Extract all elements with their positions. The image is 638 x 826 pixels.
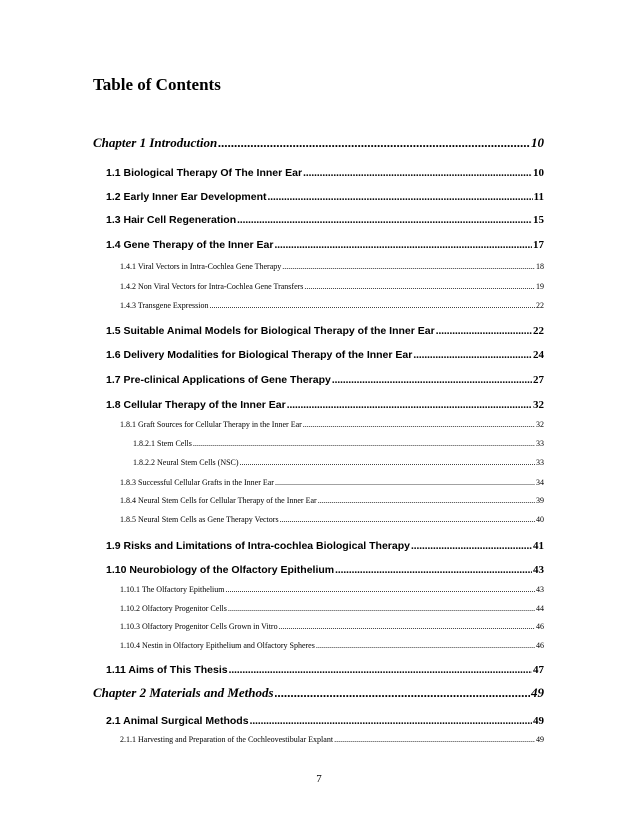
toc-entry[interactable]	[106, 665, 544, 676]
toc-entry-page-number: 40	[536, 515, 544, 524]
toc-entry-label: 1.4.3 Transgene Expression	[120, 301, 209, 310]
toc-entry[interactable]	[120, 642, 544, 650]
toc-entry-label: 1.10.1 The Olfactory Epithelium	[120, 585, 225, 594]
toc-entry-page-number: 27	[533, 374, 544, 386]
dot-leader	[193, 440, 535, 448]
toc-entry[interactable]	[120, 605, 544, 613]
dot-leader	[411, 541, 532, 552]
toc-entry-label: 1.8.2.1 Stem Cells	[133, 439, 192, 448]
dot-leader	[228, 605, 535, 613]
toc-entry[interactable]	[106, 350, 544, 361]
toc-entry-label: 2.1 Animal Surgical Methods	[106, 715, 249, 727]
dot-leader	[304, 283, 535, 291]
dot-leader	[334, 736, 535, 744]
toc-entry[interactable]	[120, 497, 544, 505]
toc-entry-label: 1.10 Neurobiology of the Olfactory Epithelium	[106, 564, 335, 576]
toc-entry[interactable]	[106, 716, 544, 727]
toc-entry-label: 1.10.2 Olfactory Progenitor Cells	[120, 604, 227, 613]
toc-entry[interactable]	[133, 440, 544, 448]
toc-entry-page-number: 49	[531, 685, 544, 700]
toc-entry-label: 1.1 Biological Therapy Of The Inner Ear	[106, 167, 303, 179]
toc-entry[interactable]	[120, 283, 544, 291]
toc-entry[interactable]	[106, 240, 544, 251]
toc-entry-label: 1.8.5 Neural Stem Cells as Gene Therapy Vectors	[120, 515, 279, 524]
toc-entry-page-number: 24	[533, 349, 544, 361]
toc-entry-label: 1.8 Cellular Therapy of the Inner Ear	[106, 399, 286, 411]
dot-leader	[282, 263, 535, 271]
toc-entry-label: 1.6 Delivery Modalities for Biological Therapy of the Inner Ear	[106, 349, 413, 361]
toc-entry-page-number: 22	[536, 301, 544, 310]
dot-leader	[318, 497, 535, 505]
dot-leader	[280, 516, 535, 524]
toc-entry[interactable]	[120, 479, 544, 487]
toc-entry-page-number: 43	[533, 564, 544, 576]
toc-entry-label: 1.10.3 Olfactory Progenitor Cells Grown in Vitro	[120, 622, 278, 631]
toc-entry-label: 1.4.1 Viral Vectors in Intra-Cochlea Gene Therapy	[120, 262, 282, 271]
footer-page-number: 7	[316, 773, 322, 785]
toc-entry-page-number: 11	[533, 191, 544, 203]
dot-leader	[229, 665, 532, 676]
dot-leader	[279, 623, 535, 631]
toc-entry-page-number: 15	[533, 214, 544, 226]
dot-leader	[275, 479, 535, 487]
toc-entry-label: 1.11 Aims of This Thesis	[106, 664, 228, 676]
dot-leader	[335, 565, 532, 576]
toc-entry[interactable]	[106, 168, 544, 179]
toc-entry-page-number: 17	[533, 239, 544, 251]
toc-entry-page-number: 41	[533, 540, 544, 552]
toc-entry[interactable]	[106, 192, 544, 203]
toc-entry-page-number: 49	[536, 735, 544, 744]
toc-entry-label: 1.8.3 Successful Cellular Grafts in the Inner Ear	[120, 478, 274, 487]
toc-entry-page-number: 22	[533, 325, 544, 337]
page-title: Table of Contents	[93, 75, 221, 94]
toc-entry-page-number: 46	[536, 641, 544, 650]
dot-leader	[413, 350, 532, 361]
toc-entry-page-number: 32	[533, 399, 544, 411]
toc-entry[interactable]	[120, 263, 544, 271]
toc-entry-label: Chapter 1 Introduction	[93, 135, 218, 150]
toc-entry[interactable]	[106, 541, 544, 552]
dot-leader	[209, 302, 535, 310]
toc-entry-label: 1.8.2.2 Neural Stem Cells (NSC)	[133, 458, 239, 467]
toc-entry[interactable]	[120, 516, 544, 524]
toc-entry[interactable]	[106, 215, 544, 226]
toc-entry-label: 1.4 Gene Therapy of the Inner Ear	[106, 239, 274, 251]
toc-entry-page-number: 47	[533, 664, 544, 676]
toc-entry-label: 1.3 Hair Cell Regeneration	[106, 214, 237, 226]
toc-entry-page-number: 10	[531, 135, 544, 150]
toc-entry-label: 1.9 Risks and Limitations of Intra-cochlea Biological Therapy	[106, 540, 410, 552]
toc-entry-page-number: 10	[533, 167, 544, 179]
toc-entry-label: 1.2 Early Inner Ear Development	[106, 191, 267, 203]
dot-leader	[303, 421, 535, 429]
dot-leader	[303, 168, 532, 179]
dot-leader	[274, 240, 532, 251]
toc-entry-label: 1.7 Pre-clinical Applications of Gene Therapy	[106, 374, 331, 386]
toc-entry[interactable]	[120, 623, 544, 631]
dot-leader	[275, 686, 530, 699]
dot-leader	[287, 400, 532, 411]
dot-leader	[267, 192, 532, 203]
dot-leader	[237, 215, 532, 226]
toc-entry[interactable]	[93, 136, 544, 149]
toc-entry-page-number: 34	[536, 478, 544, 487]
toc-entry[interactable]	[106, 326, 544, 337]
dot-leader	[226, 586, 536, 594]
toc-entry-label: 2.1.1 Harvesting and Preparation of the Cochleovestibular Explant	[120, 735, 334, 744]
toc-entry[interactable]	[120, 302, 544, 310]
toc-entry[interactable]	[93, 686, 544, 699]
toc-entry-page-number: 33	[536, 458, 544, 467]
toc-entry-label: Chapter 2 Materials and Methods	[93, 685, 274, 700]
toc-entry[interactable]	[120, 421, 544, 429]
toc-entry-page-number: 33	[536, 439, 544, 448]
toc-entry-label: 1.8.1 Graft Sources for Cellular Therapy in the Inner Ear	[120, 420, 302, 429]
toc-entry-page-number: 49	[533, 715, 544, 727]
dot-leader	[240, 459, 535, 467]
toc-entry-page-number: 44	[536, 604, 544, 613]
toc-entry-page-number: 46	[536, 622, 544, 631]
dot-leader	[436, 326, 532, 337]
toc-entry[interactable]	[120, 586, 544, 594]
dot-leader	[218, 136, 530, 149]
dot-leader	[316, 642, 535, 650]
toc-entry[interactable]	[106, 565, 544, 576]
toc-entry-label: 1.8.4 Neural Stem Cells for Cellular Therapy of the Inner Ear	[120, 496, 317, 505]
toc-entry-page-number: 32	[536, 420, 544, 429]
toc-entry[interactable]	[133, 459, 544, 467]
toc-entry-label: 1.5 Suitable Animal Models for Biological Therapy of the Inner Ear	[106, 325, 435, 337]
toc-entry-page-number: 43	[536, 585, 544, 594]
toc-entry[interactable]	[120, 736, 544, 744]
toc-entry-label: 1.4.2 Non Viral Vectors for Intra-Cochlea Gene Transfers	[120, 282, 304, 291]
toc-entry-page-number: 19	[536, 282, 544, 291]
dot-leader	[332, 375, 532, 386]
toc-entry-label: 1.10.4 Nestin in Olfactory Epithelium and Olfactory Spheres	[120, 641, 315, 650]
toc-entry[interactable]	[106, 375, 544, 386]
toc-entry-page-number: 18	[536, 262, 544, 271]
dot-leader	[250, 716, 532, 727]
toc-entry-page-number: 39	[536, 496, 544, 505]
toc-entry[interactable]	[106, 400, 544, 411]
